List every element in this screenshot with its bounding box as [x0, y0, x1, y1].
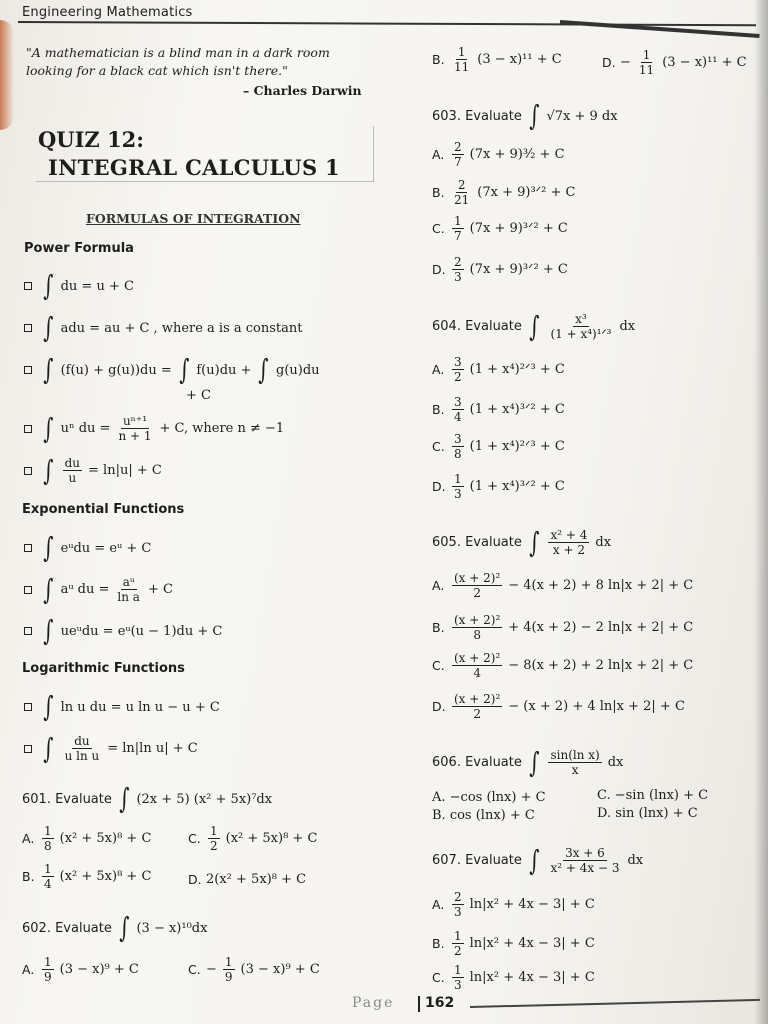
option-letter: C. [188, 962, 201, 977]
option-letter: A. [432, 362, 445, 377]
fraction [208, 824, 220, 853]
formula-exp-1 [24, 531, 152, 564]
page-spine-shadow [754, 0, 768, 1024]
numerator: 1 [454, 472, 462, 486]
question-label: 601. Evaluate [22, 791, 112, 807]
footer-page-label: Page [352, 995, 395, 1011]
denominator: ln a [117, 590, 140, 604]
denominator: x² + 4x − 3 [550, 861, 620, 875]
numerator: 3 [454, 355, 462, 369]
denominator: n + 1 [118, 429, 152, 443]
numerator: 3 [454, 432, 462, 446]
checkbox [24, 467, 32, 475]
q604-option-c[interactable] [432, 432, 565, 461]
denominator: u [68, 471, 77, 485]
option-text: (7x + 9)³ᐟ² + C [469, 262, 568, 277]
q603-option-b[interactable] [432, 178, 576, 207]
q604-option-b[interactable] [432, 395, 565, 424]
option-letter: B. [22, 869, 35, 884]
fraction [63, 734, 102, 763]
option-text: 2(x² + 5x)⁸ + C [206, 872, 307, 887]
integral-sign: ∫ [529, 843, 540, 877]
denominator: 3 [454, 905, 462, 919]
fraction [452, 571, 502, 600]
option-text: ln|x² + 4x − 3| + C [469, 897, 595, 912]
question-label: 607. Evaluate [432, 853, 522, 868]
fraction [548, 528, 589, 557]
numerator: (x + 2)² [454, 571, 501, 585]
quiz-subtitle: INTEGRAL CALCULUS 1 [48, 155, 340, 180]
sign: − [206, 962, 217, 977]
q605-option-d[interactable] [432, 692, 685, 721]
numerator: sin(ln x) [550, 748, 600, 762]
denominator: 3 [454, 978, 462, 992]
option-text: (3 − x)¹¹ + C [477, 52, 562, 67]
fraction [452, 890, 464, 919]
numerator: 1 [224, 955, 233, 969]
option-letter: B. [432, 185, 445, 200]
numerator: 3x + 6 [565, 846, 605, 860]
denominator: 3 [454, 487, 462, 501]
section-exponential-functions: Exponential Functions [22, 502, 185, 517]
option-letter: B. [432, 936, 445, 951]
fraction [116, 414, 153, 443]
denominator: 8 [454, 447, 462, 461]
option-text: (1 + x⁴)³ᐟ² + C [469, 402, 565, 417]
option-letter: B. [432, 402, 445, 417]
numerator: 2 [454, 890, 462, 904]
question-602 [22, 911, 208, 944]
differential: dx [595, 535, 612, 550]
denominator: 11 [454, 60, 470, 74]
question-label: 604. Evaluate [432, 319, 522, 334]
numerator: 1 [454, 929, 462, 943]
checkbox [24, 586, 32, 594]
fraction [452, 140, 464, 169]
fraction [452, 963, 464, 992]
fraction [452, 432, 464, 461]
option-letter: B. [432, 620, 445, 635]
q606-option-b[interactable]: B. cos (lnx) + C [432, 808, 535, 823]
formula-text: = ln|ln u| + C [107, 741, 198, 756]
q606-option-a[interactable]: A. −cos (lnx) + C [432, 790, 546, 805]
integral-sign: ∫ [43, 614, 54, 647]
option-text: − 8(x + 2) + 2 ln|x + 2| + C [508, 658, 694, 673]
denominator: u ln u [64, 749, 100, 763]
q605-option-c[interactable] [432, 651, 693, 680]
denominator: 2 [454, 370, 462, 384]
q604-option-a[interactable] [432, 355, 565, 384]
integral-sign: ∫ [43, 353, 54, 386]
formula-power-1 [24, 269, 134, 302]
numerator: du [64, 456, 81, 470]
quote-author: – Charles Darwin [243, 83, 362, 98]
integral-sign: ∫ [43, 311, 54, 344]
formula-text: + C, where n ≠ −1 [159, 421, 285, 436]
epigraph-quote [26, 44, 330, 80]
checkbox [24, 627, 32, 635]
quiz-title: QUIZ 12: [38, 127, 145, 152]
formula-text: uⁿ du = [60, 421, 111, 436]
option-text: (1 + x⁴)³ᐟ² + C [469, 479, 565, 494]
question-606 [432, 745, 624, 779]
denominator: 7 [454, 229, 462, 243]
numerator: aᵘ [122, 575, 135, 589]
option-letter: D. [432, 262, 446, 277]
numerator: 1 [454, 214, 462, 228]
option-letter: D. [188, 872, 202, 887]
fraction [42, 824, 54, 853]
numerator: (x + 2)² [454, 692, 501, 706]
denominator: 2 [473, 707, 481, 721]
option-letter: D. [432, 699, 446, 714]
numerator: x² + 4 [550, 528, 588, 542]
q606-option-c[interactable]: C. −sin (lnx) + C [597, 788, 709, 803]
option-letter: A. [22, 962, 35, 977]
fraction [637, 48, 656, 77]
q606-option-d[interactable]: D. sin (lnx) + C [597, 806, 698, 821]
fraction [452, 178, 471, 207]
numerator: 1 [457, 45, 466, 59]
question-601 [22, 782, 273, 815]
option-text: (3 − x)⁹ + C [240, 962, 320, 977]
numerator: 1 [210, 824, 218, 838]
option-letter: D. [432, 479, 446, 494]
q602-option-b[interactable] [432, 45, 562, 74]
fraction [42, 862, 54, 891]
numerator: (x + 2)² [454, 651, 501, 665]
denominator: 2 [473, 586, 481, 600]
fraction [452, 355, 464, 384]
fraction [452, 613, 502, 642]
denominator: 4 [473, 666, 481, 680]
formula-text: ln u du = u ln u − u + C [60, 699, 220, 715]
formula-log-1 [24, 690, 220, 723]
fraction [63, 456, 82, 485]
formula-text: g(u)du [276, 362, 320, 378]
formula-text: + C [147, 582, 173, 597]
formula-text: aᵘ du = [60, 582, 110, 597]
question-expression: (3 − x)¹⁰dx [136, 920, 208, 936]
formula-text: + C [186, 388, 211, 403]
option-text: (3 − x)⁹ + C [59, 962, 139, 977]
fraction [452, 45, 471, 74]
numerator: 1 [44, 824, 52, 838]
numerator: 2 [457, 178, 466, 192]
question-expression: (2x + 5) (x² + 5x)⁷dx [136, 791, 273, 807]
denominator: 9 [44, 970, 52, 984]
question-label: 603. Evaluate [432, 108, 522, 124]
section-power-formula: Power Formula [24, 241, 134, 256]
denominator: 4 [454, 410, 462, 424]
fraction [452, 395, 464, 424]
q603-option-d[interactable] [432, 255, 568, 284]
fraction [452, 692, 502, 721]
option-text: ln|x² + 4x − 3| + C [469, 936, 595, 951]
integral-sign: ∫ [43, 531, 54, 564]
formula-power-3-continuation [186, 388, 211, 403]
fraction [452, 651, 502, 680]
denominator: x + 2 [552, 543, 585, 557]
formulas-heading: FORMULAS OF INTEGRATION [86, 211, 301, 226]
option-letter: A. [22, 831, 35, 846]
fraction [452, 472, 464, 501]
integral-sign: ∫ [43, 572, 54, 606]
numerator: 1 [44, 862, 52, 876]
option-letter: C. [188, 831, 201, 846]
footer-divider [418, 996, 420, 1012]
denominator: 2 [210, 839, 218, 853]
formula-text: = ln|u| + C [88, 463, 162, 478]
denominator: 3 [454, 270, 462, 284]
formula-text: du = u + C [60, 278, 134, 294]
formula-exp-2 [24, 572, 173, 606]
question-expression: √7x + 9 dx [546, 108, 618, 124]
q601-option-b[interactable] [22, 862, 151, 891]
integral-sign: ∫ [529, 525, 540, 559]
page-edge-shadow [0, 20, 14, 130]
option-letter: A. [432, 578, 445, 593]
integral-sign: ∫ [43, 690, 54, 723]
formula-power-2 [24, 311, 303, 344]
denominator: 8 [473, 628, 481, 642]
option-text: (x² + 5x)⁸ + C [59, 831, 152, 846]
fraction [452, 214, 464, 243]
option-text: (7x + 9)³ᐟ² + C [469, 221, 568, 236]
q605-option-a[interactable] [432, 571, 693, 600]
formula-log-2 [24, 731, 198, 765]
option-text: (7x + 9)³ᐟ² + C [477, 185, 576, 200]
option-letter: A. [432, 147, 445, 162]
checkbox [24, 544, 32, 552]
formula-text: (f(u) + g(u))du = [60, 362, 172, 378]
quote-line-2: looking for a black cat which isn't there." [26, 63, 288, 78]
formula-text: eᵘdu = eᵘ + C [60, 540, 152, 556]
q603-option-c[interactable] [432, 214, 568, 243]
formula-power-5 [24, 453, 162, 487]
question-label: 606. Evaluate [432, 755, 522, 770]
q605-option-b[interactable] [432, 613, 693, 642]
q603-option-a[interactable] [432, 140, 565, 169]
q607-option-b[interactable] [432, 929, 595, 958]
sign: − [620, 55, 631, 70]
option-text: ln|x² + 4x − 3| + C [469, 970, 595, 985]
option-letter: C. [432, 439, 445, 454]
denominator: 4 [44, 877, 52, 891]
option-text: − (x + 2) + 4 ln|x + 2| + C [508, 699, 685, 714]
integral-sign: ∫ [119, 911, 130, 944]
fraction [452, 929, 464, 958]
numerator: uⁿ⁺¹ [122, 414, 148, 428]
fraction [548, 748, 601, 777]
numerator: 1 [454, 963, 462, 977]
option-text: (3 − x)¹¹ + C [662, 55, 747, 70]
denominator: 9 [224, 970, 233, 984]
q602-option-a[interactable] [22, 955, 139, 984]
integral-sign: ∫ [43, 269, 54, 302]
q601-option-c[interactable] [188, 824, 317, 853]
section-logarithmic-functions: Logarithmic Functions [22, 661, 185, 676]
option-text: (x² + 5x)⁸ + C [59, 869, 152, 884]
integral-sign: ∫ [43, 411, 54, 445]
numerator: x³ [575, 312, 587, 326]
option-letter: A. [432, 897, 445, 912]
option-letter: D. [602, 55, 616, 70]
formula-power-3 [24, 353, 320, 386]
integral-sign: ∫ [43, 453, 54, 487]
q604-option-d[interactable] [432, 472, 565, 501]
fraction [452, 255, 464, 284]
fraction [548, 846, 621, 875]
option-text: + 4(x + 2) − 2 ln|x + 2| + C [508, 620, 694, 635]
option-text: (1 + x⁴)²ᐟ³ + C [469, 362, 565, 377]
denominator: x [571, 763, 579, 777]
checkbox [24, 745, 32, 753]
differential: dx [627, 853, 644, 868]
formula-exp-3 [24, 614, 223, 647]
formula-text: adu = au + C , where a is a constant [60, 320, 303, 336]
q601-option-d[interactable] [188, 872, 306, 887]
denominator: 7 [454, 155, 462, 169]
fraction [115, 575, 142, 604]
question-607 [432, 843, 644, 877]
q607-option-c[interactable] [432, 963, 595, 992]
checkbox [24, 282, 32, 290]
page-number: 162 [425, 995, 455, 1011]
option-text: (7x + 9)³⁄₂ + C [469, 147, 565, 162]
denominator: 8 [44, 839, 52, 853]
checkbox [24, 324, 32, 332]
denominator: 11 [638, 63, 655, 77]
option-text: (1 + x⁴)²ᐟ³ + C [469, 439, 565, 454]
checkbox [24, 425, 32, 433]
numerator: du [74, 734, 90, 748]
option-letter: C. [432, 970, 445, 985]
integral-sign: ∫ [43, 731, 54, 765]
integral-sign: ∫ [258, 353, 269, 386]
formula-text: ueᵘdu = eᵘ(u − 1)du + C [60, 623, 223, 639]
denominator: (1 + x⁴)¹ᐟ³ [550, 327, 612, 341]
checkbox [24, 703, 32, 711]
integral-sign: ∫ [529, 99, 540, 132]
formula-text: f(u)du + [196, 362, 252, 378]
q602-option-c[interactable] [188, 955, 320, 984]
option-letter: C. [432, 658, 445, 673]
denominator: 21 [454, 193, 470, 207]
option-text: − 4(x + 2) + 8 ln|x + 2| + C [508, 578, 694, 593]
option-letter: C. [432, 221, 445, 236]
question-label: 602. Evaluate [22, 920, 112, 936]
q602-option-d[interactable] [602, 48, 747, 77]
fraction [42, 955, 54, 984]
numerator: (x + 2)² [454, 613, 501, 627]
q601-option-a[interactable] [22, 824, 151, 853]
option-text: (x² + 5x)⁸ + C [225, 831, 318, 846]
integral-sign: ∫ [529, 309, 540, 343]
question-605 [432, 525, 612, 559]
question-603 [432, 99, 618, 132]
numerator: 3 [454, 395, 462, 409]
formula-power-4 [24, 411, 285, 445]
numerator: 1 [44, 955, 52, 969]
differential: dx [619, 319, 636, 334]
quote-line-1: "A mathematician is a blind man in a dark room [26, 45, 330, 60]
differential: dx [607, 755, 624, 770]
checkbox [24, 366, 32, 374]
question-label: 605. Evaluate [432, 535, 522, 550]
option-letter: B. [432, 52, 445, 67]
fraction [548, 312, 613, 341]
integral-sign: ∫ [529, 745, 540, 779]
numerator: 1 [642, 48, 651, 62]
fraction [223, 955, 235, 984]
question-604 [432, 309, 636, 343]
numerator: 2 [454, 255, 462, 269]
numerator: 2 [454, 140, 462, 154]
integral-sign: ∫ [119, 782, 130, 815]
denominator: 2 [454, 944, 462, 958]
integral-sign: ∫ [178, 353, 190, 386]
running-header: Engineering Mathematics [22, 5, 193, 20]
q607-option-a[interactable] [432, 890, 595, 919]
